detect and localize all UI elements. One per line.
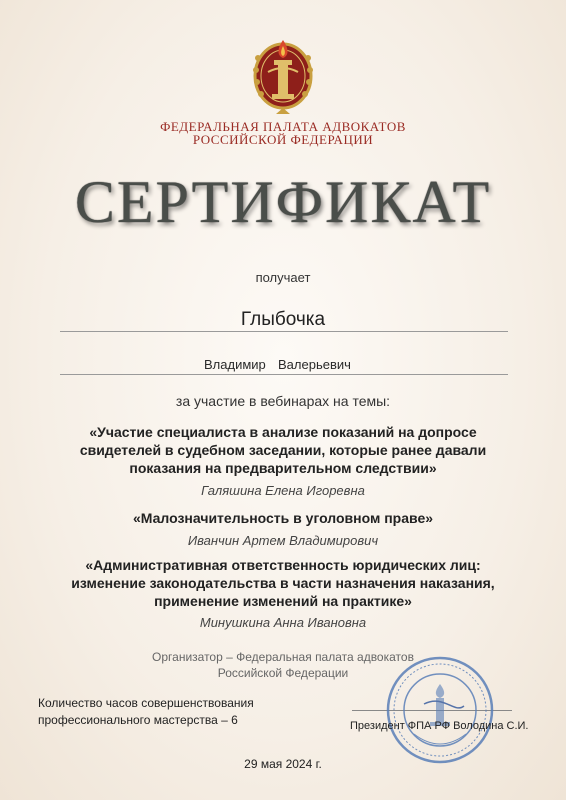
president-signature-label: Президент ФПА РФ Володина С.И. [350,720,529,732]
official-stamp-icon [384,654,496,766]
recipient-surname: Глыбочка [240,309,326,330]
webinar-lecturer: Минушкина Анна Ивановна [199,615,367,630]
webinar-lecturer: Иванчин Артем Владимирович [187,533,379,548]
organizer-line1: Организатор – Федеральная палата адвокатов [152,650,414,664]
bar-association-emblem-icon [248,28,318,118]
hours-line1: Количество часов совершенствования [38,696,254,710]
webinar-topic: «Участие специалиста в анализе показаний на допросе свидетелей в судебном заседании, которые ранее давали показания на предварительном следствии» [79,424,487,476]
webinar-lecturer: Галяшина Елена Игоревна [201,483,365,498]
webinar-topic: «Административная ответственность юридических лиц: изменение законодательства в части назначения наказания, применение изменений на практике» [71,557,495,609]
recipient-first-name: Владимир [204,357,266,372]
certificate-title: СЕРТИФИКАТ [74,169,492,235]
organization-name-line1: ФЕДЕРАЛЬНАЯ ПАЛАТА АДВОКАТОВ [160,119,406,134]
organizer-line2: Российской Федерации [217,666,349,680]
issue-date: 29 мая 2024 г. [244,757,322,771]
recipient-patronymic: Валерьевич [278,357,351,372]
organization-name-line2: РОССИЙСКОЙ ФЕДЕРАЦИИ [192,132,374,147]
webinar-topic: «Малозначительность в уголовном праве» [132,510,434,526]
receives-label: получает [255,270,311,285]
divider [60,331,508,332]
participation-text: за участие в вебинарах на темы: [175,393,391,409]
divider [60,374,508,375]
hours-line2: профессионального мастерства – 6 [38,713,238,727]
